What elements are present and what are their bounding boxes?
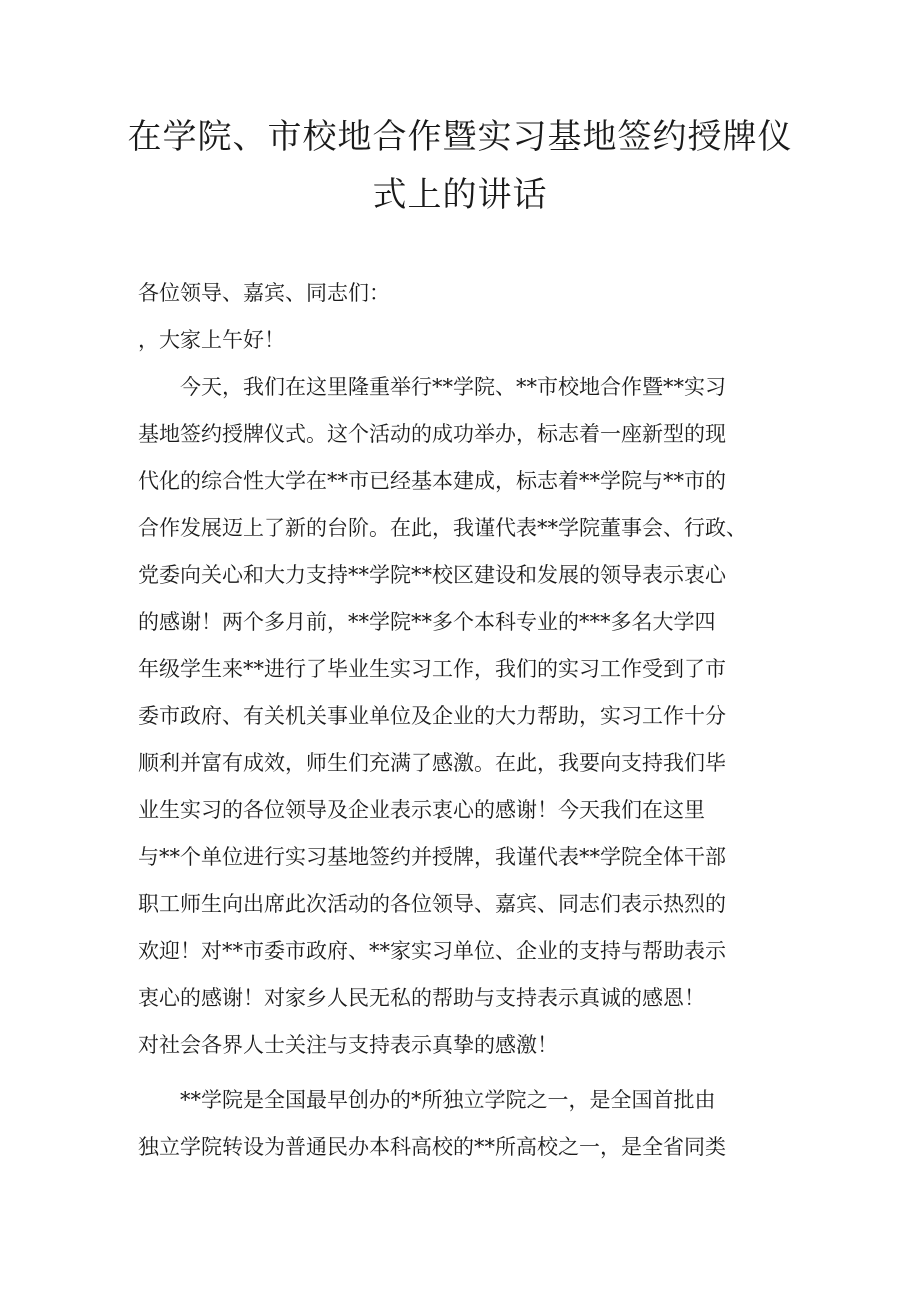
salutation-line: 各位领导、嘉宾、同志们： bbox=[138, 281, 390, 305]
paragraph-line: 职工师生向出席此次活动的各位领导、嘉宾、同志们表示热烈的 bbox=[138, 892, 726, 916]
paragraph-line: 顺利并富有成效，师生们充满了感激。在此，我要向支持我们毕 bbox=[138, 751, 726, 775]
paragraph-line: 衷心的感谢！对家乡人民无私的帮助与支持表示真诚的感恩！ bbox=[138, 986, 705, 1010]
document-title-line-1: 在学院、市校地合作暨实习基地签约授牌仪 bbox=[127, 117, 793, 157]
paragraph-line: 的感谢！两个多月前，**学院**多个本科专业的***多名大学四 bbox=[138, 610, 716, 634]
paragraph-line: **学院是全国最早创办的*所独立学院之一，是全国首批由 bbox=[138, 1088, 716, 1112]
paragraph-line: 业生实习的各位领导及企业表示衷心的感谢！今天我们在这里 bbox=[138, 798, 705, 822]
paragraph-line: 基地签约授牌仪式。这个活动的成功举办，标志着一座新型的现 bbox=[138, 422, 726, 446]
paragraph-line: 代化的综合性大学在**市已经基本建成，标志着**学院与**市的 bbox=[138, 469, 726, 493]
paragraph-line: 今天，我们在这里隆重举行**学院、**市校地合作暨**实习 bbox=[138, 375, 726, 399]
paragraph-line: 独立学院转设为普通民办本科高校的**所高校之一，是全省同类 bbox=[138, 1135, 726, 1159]
document-title-line-2: 式上的讲话 bbox=[372, 175, 548, 215]
paragraph-line: 委市政府、有关机关事业单位及企业的大力帮助，实习工作十分 bbox=[138, 704, 726, 728]
paragraph-line: 年级学生来**进行了毕业生实习工作，我们的实习工作受到了市 bbox=[138, 657, 726, 681]
paragraph-line: 欢迎！对**市委市政府、**家实习单位、企业的支持与帮助表示 bbox=[138, 939, 726, 963]
greeting-line: ，大家上午好！ bbox=[138, 328, 285, 352]
paragraph-line: 对社会各界人士关注与支持表示真挚的感激！ bbox=[138, 1033, 558, 1057]
paragraph-line: 与**个单位进行实习基地签约并授牌，我谨代表**学院全体干部 bbox=[138, 845, 726, 869]
paragraph-line: 合作发展迈上了新的台阶。在此，我谨代表**学院董事会、行政、 bbox=[138, 516, 747, 540]
paragraph-line: 党委向关心和大力支持**学院**校区建设和发展的领导表示衷心 bbox=[138, 563, 726, 587]
